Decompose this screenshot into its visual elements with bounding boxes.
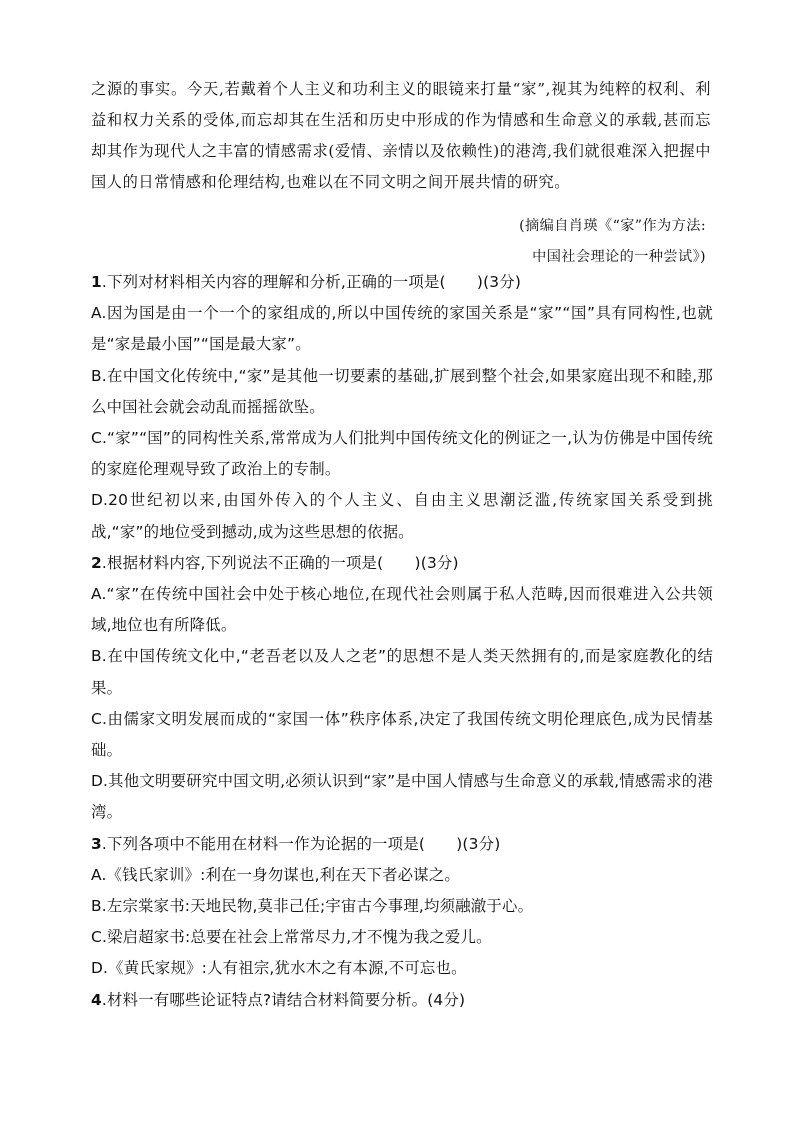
question-3 bbox=[91, 829, 713, 985]
question-stem-text: .下列对材料相关内容的理解和分析,正确的一项是( )(3分) bbox=[101, 273, 522, 291]
option-c: C.“家”“国”的同构性关系,常常成为人们批判中国传统文化的例证之一,认为仿佛是中国传统的家庭伦理观导致了政治上的专制。 bbox=[91, 429, 713, 479]
passage-paragraph: 之源的事实。今天,若戴着个人主义和功利主义的眼镜来打量“家”,视其为纯粹的权利、利益和权力关系的受体,而忘却其在生活和历史中形成的作为情感和生命意义的承载,甚而忘却其作为现代人之丰富的情感需求(爱情、亲情以及依赖性)的港湾,我们就很难深入把握中国人的日常情感和伦理结构,也难以在不同文明之间开展共情的研究。 bbox=[91, 80, 711, 191]
option-b: B.在中国文化传统中,“家”是其他一切要素的基础,扩展到整个社会,如果家庭出现不和睦,那么中国社会就会动乱而摇摇欲坠。 bbox=[91, 366, 713, 416]
passage-text-block bbox=[91, 74, 711, 198]
question-stem bbox=[91, 829, 713, 860]
question-stem-text: .材料一有哪些论证特点?请结合材料简要分析。(4分) bbox=[101, 990, 466, 1009]
question-stem-text: .根据材料内容,下列说法不正确的一项是( )(3分) bbox=[101, 553, 459, 572]
option-a: A.因为国是由一个一个的家组成的,所以中国传统的家国关系是“家”“国”具有同构性,也就是“家是最小国”“国是最大家”。 bbox=[91, 304, 713, 354]
option-a: A.“家”在传统中国社会中处于核心地位,在现代社会则属于私人范畴,因而很难进入公共领域,地位也有所降低。 bbox=[91, 585, 713, 635]
question-number: 2 bbox=[91, 553, 102, 572]
option-c: C.由儒家文明发展而成的“家国一体”秩序体系,决定了我国传统文明伦理底色,成为民情基础。 bbox=[91, 709, 713, 760]
option-d: D.20世纪初以来,由国外传入的个人主义、自由主义思潮泛滥,传统家国关系受到挑战,“家”的地位受到撼动,成为这些思想的依据。 bbox=[91, 491, 713, 541]
question-list bbox=[91, 267, 713, 1016]
option-a: A.《钱氏家训》:利在一身勿谋也,利在天下者必谋之。 bbox=[91, 865, 461, 884]
question-number: 3 bbox=[91, 834, 102, 853]
question-2 bbox=[91, 548, 713, 829]
question-stem bbox=[91, 267, 713, 298]
option-b: B.左宗棠家书:天地民物,莫非己任;宇宙古今事理,均须融澈于心。 bbox=[91, 897, 534, 916]
question-number: 1 bbox=[91, 273, 102, 291]
question-4 bbox=[91, 985, 713, 1016]
option-d: D.《黄氏家规》:人有祖宗,犹水木之有本源,不可忘也。 bbox=[91, 959, 467, 978]
question-stem-text: .下列各项中不能用在材料一作为论据的一项是( )(3分) bbox=[101, 834, 501, 853]
source-line-2: 中国社会理论的一种尝试》) bbox=[532, 249, 706, 265]
option-b: B.在中国传统文化中,“老吾老以及人之老”的思想不是人类天然拥有的,而是家庭教化的结果。 bbox=[91, 647, 713, 697]
question-1 bbox=[91, 267, 713, 548]
question-stem bbox=[91, 548, 713, 579]
question-number: 4 bbox=[91, 990, 102, 1009]
source-citation bbox=[406, 211, 706, 273]
option-c: C.梁启超家书:总要在社会上常常尽力,才不愧为我之爱儿。 bbox=[91, 928, 492, 947]
question-stem bbox=[91, 985, 713, 1016]
source-line-1: (摘编自肖瑛《“家”作为方法: bbox=[519, 218, 706, 234]
option-d: D.其他文明要研究中国文明,必须认识到“家”是中国人情感与生命意义的承载,情感需求的港湾。 bbox=[91, 772, 713, 822]
